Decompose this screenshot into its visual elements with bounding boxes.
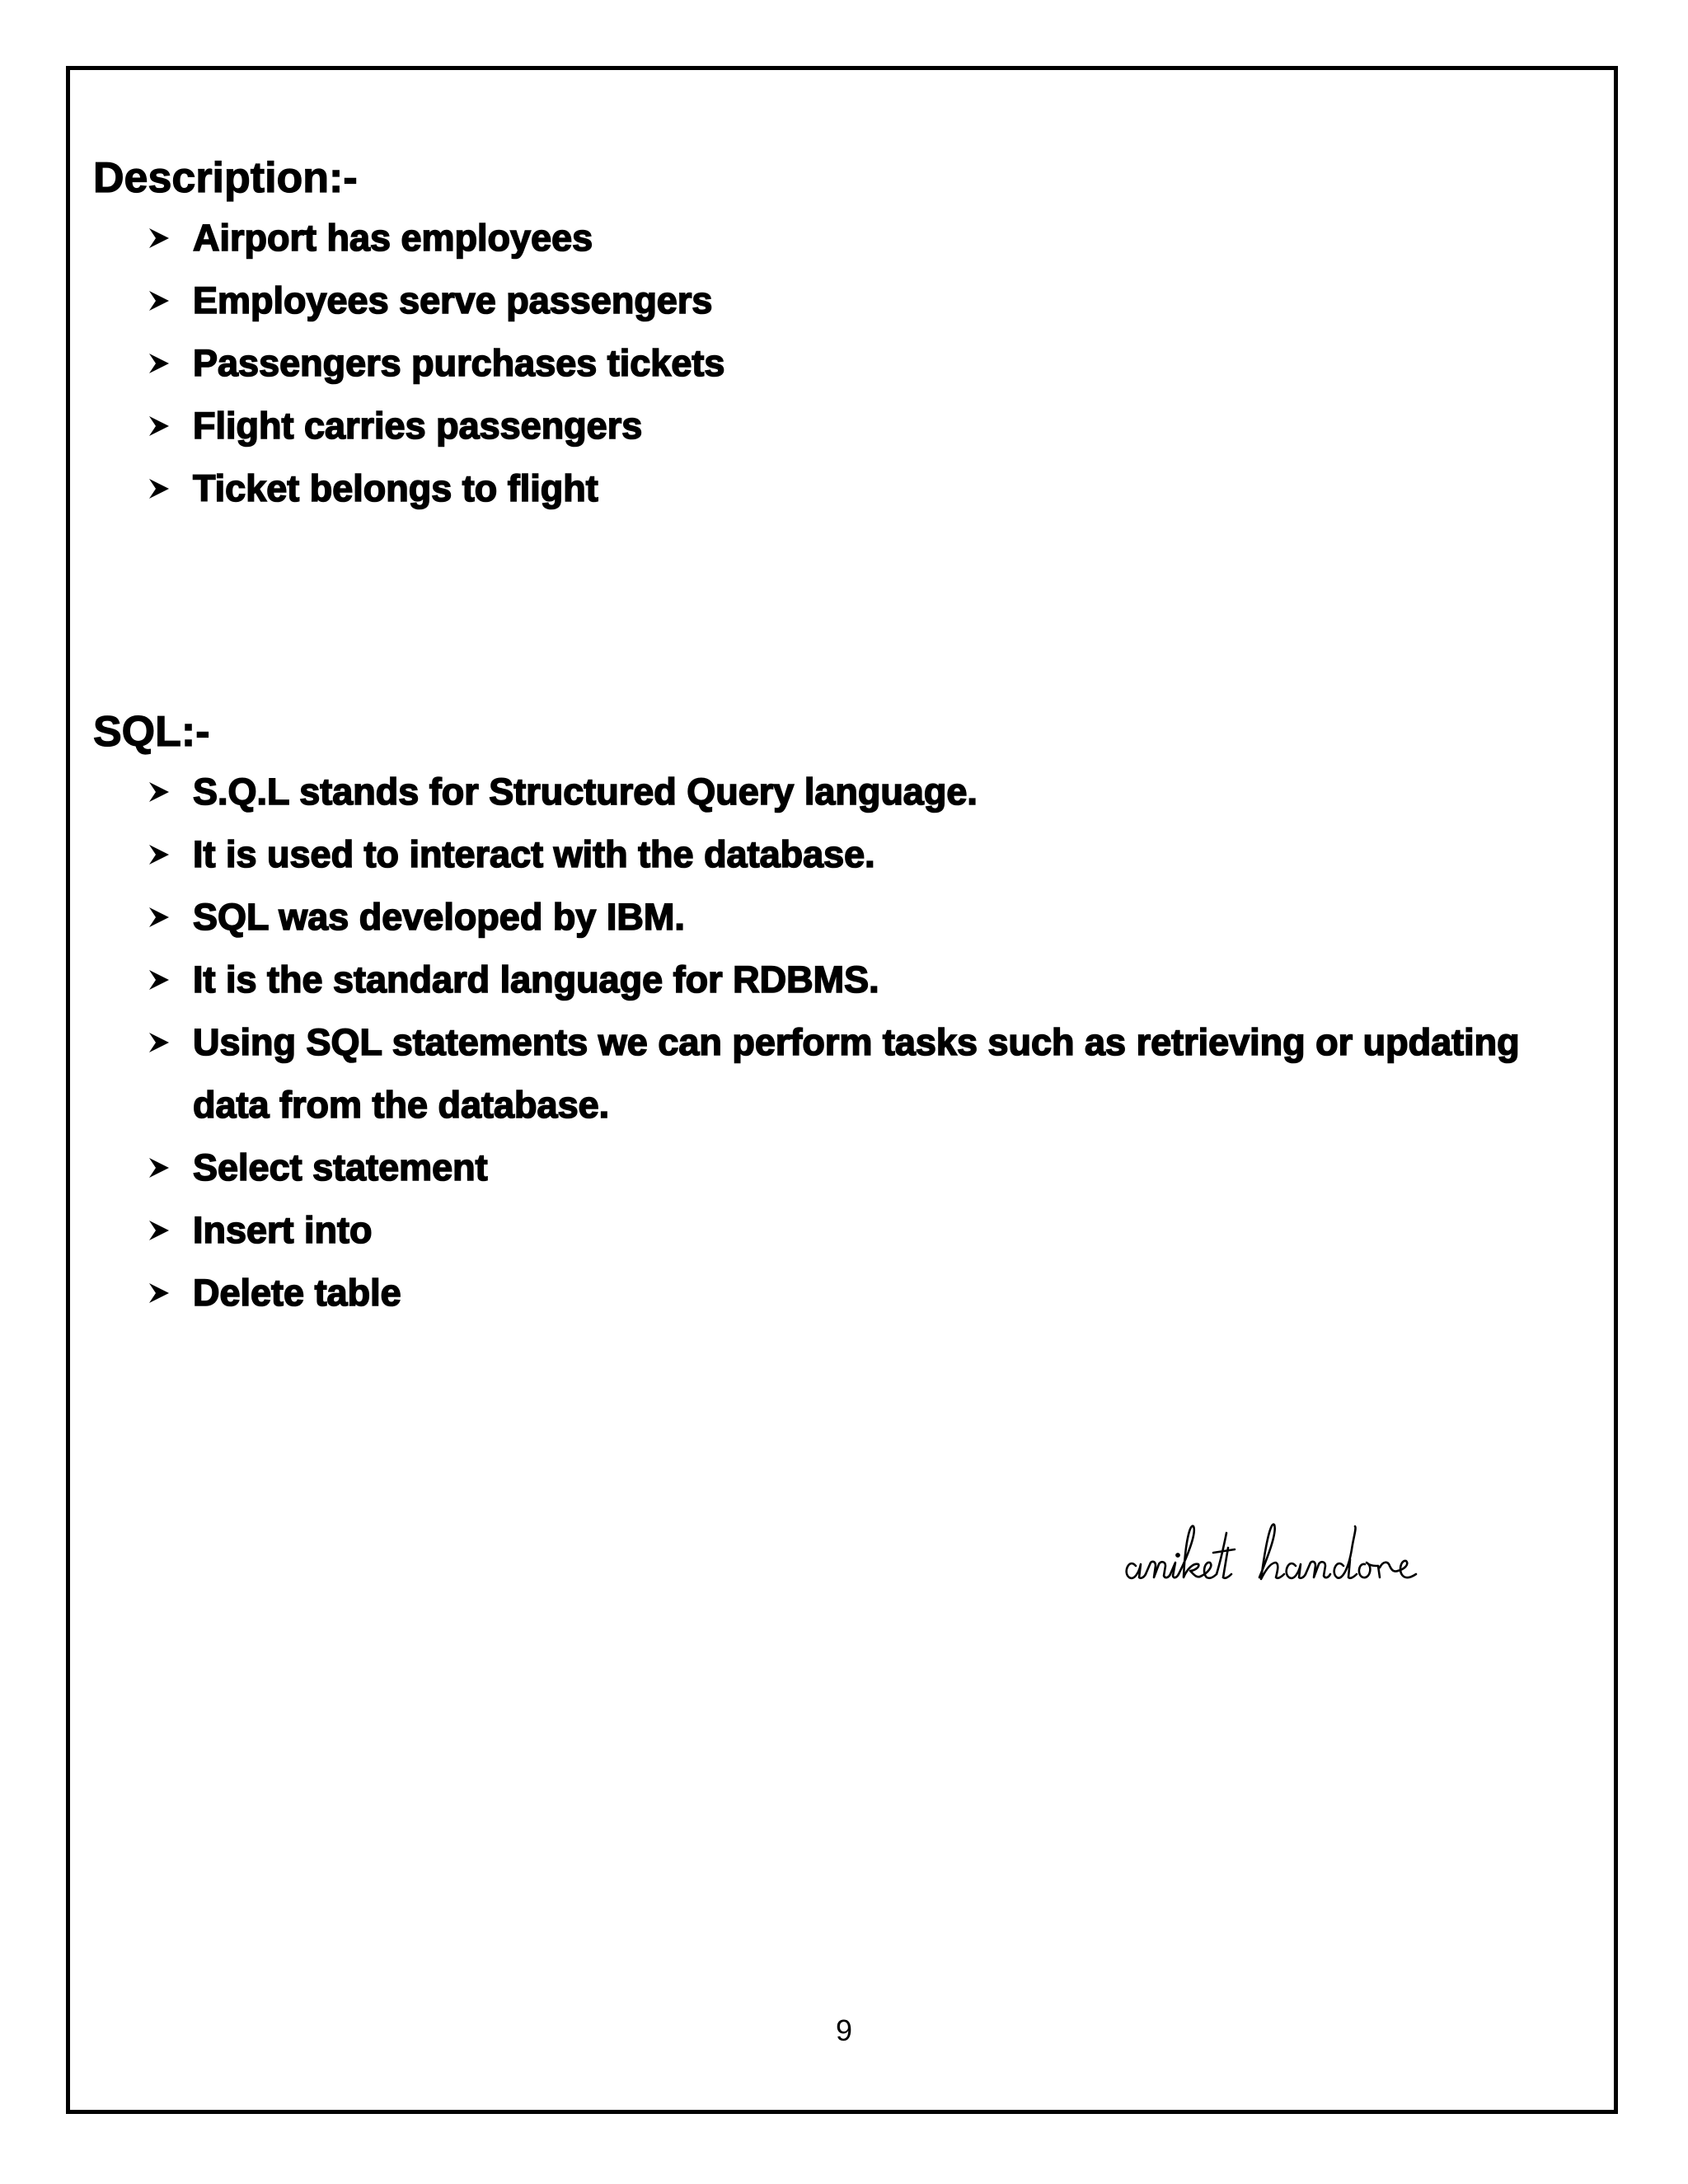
list-item <box>147 886 1597 949</box>
list-item <box>147 332 1597 395</box>
list-item <box>147 1137 1597 1199</box>
list-item-text: Ticket belongs to flight <box>193 467 598 509</box>
list-item-text: Flight carries passengers <box>193 405 643 447</box>
arrow-bullet-icon <box>147 395 180 457</box>
arrow-bullet-icon <box>147 1199 180 1262</box>
list-item <box>147 207 1597 269</box>
list-item <box>147 1011 1597 1137</box>
list-item-text: Insert into <box>193 1209 373 1251</box>
list-item-text: Passengers purchases tickets <box>193 342 725 384</box>
list-item <box>147 761 1597 823</box>
sql-list <box>147 761 1597 1324</box>
list-item-text: It is used to interact with the database. <box>193 833 875 875</box>
arrow-bullet-icon <box>147 269 180 332</box>
description-list <box>147 207 1597 520</box>
arrow-bullet-icon <box>147 332 180 395</box>
arrow-bullet-icon <box>147 823 180 886</box>
list-item <box>147 269 1597 332</box>
list-item <box>147 1199 1597 1262</box>
list-item-text: Delete table <box>193 1272 401 1314</box>
page-number: 9 <box>835 2013 853 2047</box>
list-item-text: Select statement <box>193 1146 488 1188</box>
description-heading: Description:- <box>93 154 358 202</box>
arrow-bullet-icon <box>147 886 180 949</box>
arrow-bullet-icon <box>147 1262 180 1324</box>
list-item-text: SQL was developed by IBM. <box>193 896 685 938</box>
arrow-bullet-icon <box>147 1011 180 1074</box>
list-item-text: Employees serve passengers <box>193 279 713 321</box>
list-item-text: Airport has employees <box>193 217 593 259</box>
sql-heading: SQL:- <box>93 708 210 756</box>
list-item-text: Using SQL statements we can perform tasks such as retrieving or updating data from the database. <box>193 1021 1520 1126</box>
arrow-bullet-icon <box>147 207 180 269</box>
list-item-text: It is the standard language for RDBMS. <box>193 958 879 1001</box>
list-item-text: S.Q.L stands for Structured Query language. <box>193 771 978 813</box>
list-item <box>147 395 1597 457</box>
handwritten-signature <box>1121 1508 1451 1599</box>
arrow-bullet-icon <box>147 1137 180 1199</box>
list-item <box>147 949 1597 1011</box>
arrow-bullet-icon <box>147 457 180 520</box>
list-item <box>147 823 1597 886</box>
arrow-bullet-icon <box>147 949 180 1011</box>
list-item <box>147 457 1597 520</box>
arrow-bullet-icon <box>147 761 180 823</box>
list-item <box>147 1262 1597 1324</box>
